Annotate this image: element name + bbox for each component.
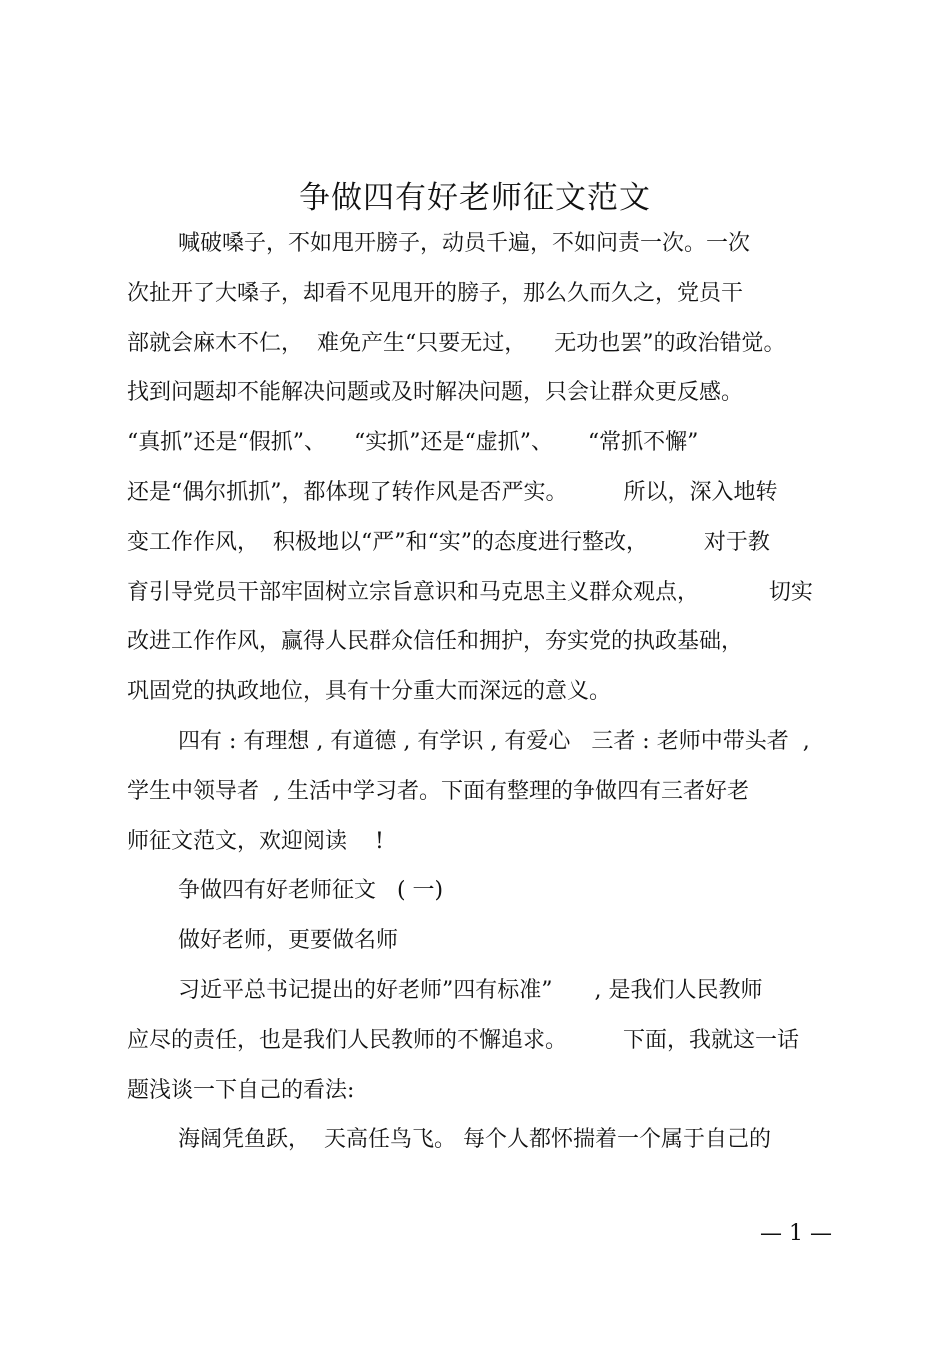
essay-title: 做好老师，更要做名师 xyxy=(178,928,399,953)
paragraph-line: 还是“偶尔抓抓”，都体现了转作风是否严实。 所以，深入地转 xyxy=(127,480,778,505)
paragraph-line: 习近平总书记提出的好老师”四有标准” , 是我们人民教师 xyxy=(178,978,763,1003)
paragraph-line: 找到问题却不能解决问题或及时解决问题，只会让群众更反感。 xyxy=(127,380,744,405)
paragraph-line: 题浅谈一下自己的看法: xyxy=(127,1078,355,1103)
document-title: 争做四有好老师征文范文 xyxy=(299,180,651,216)
paragraph-line: 改进工作作风，赢得人民群众信任和拥护，夯实党的执政基础， xyxy=(127,629,744,654)
paragraph-line: 师征文范文，欢迎阅读 ! xyxy=(127,829,384,854)
paragraph-line: 巩固党的执政地位，具有十分重大而深远的意义。 xyxy=(127,679,612,704)
paragraph-line: 部就会麻木不仁， 难免产生“只要无过， 无功也罢”的政治错觉。 xyxy=(127,331,786,356)
paragraph-line: 四有 : 有理想 , 有道德 , 有学识 , 有爱心 三者 : 老师中带头者 , xyxy=(178,729,810,754)
section-heading: 争做四有好老师征文 ( 一) xyxy=(178,878,444,903)
paragraph-line: 变工作作风， 积极地以“严”和“实”的态度进行整改， 对于教 xyxy=(127,530,770,555)
paragraph-line: 应尽的责任，也是我们人民教师的不懈追求。 下面，我就这一话 xyxy=(127,1028,799,1053)
paragraph-line: “真抓”还是“假抓”、 “实抓”还是“虚抓”、 “常抓不懈” xyxy=(127,430,699,455)
paragraph-line: 学生中领导者 , 生活中学习者。下面有整理的争做四有三者好老 xyxy=(127,779,749,804)
page-number: — 1 — xyxy=(760,1221,832,1246)
paragraph-line: 育引导党员干部牢固树立宗旨意识和马克思主义群众观点， 切实 xyxy=(127,580,813,605)
paragraph-line: 喊破嗓子，不如甩开膀子，动员千遍，不如问责一次。一次 xyxy=(178,231,751,256)
paragraph-line: 次扯开了大嗓子，却看不见甩开的膀子，那么久而久之，党员干 xyxy=(127,281,744,306)
paragraph-line: 海阔凭鱼跃， 天高任鸟飞。 每个人都怀揣着一个属于自己的 xyxy=(178,1127,771,1152)
